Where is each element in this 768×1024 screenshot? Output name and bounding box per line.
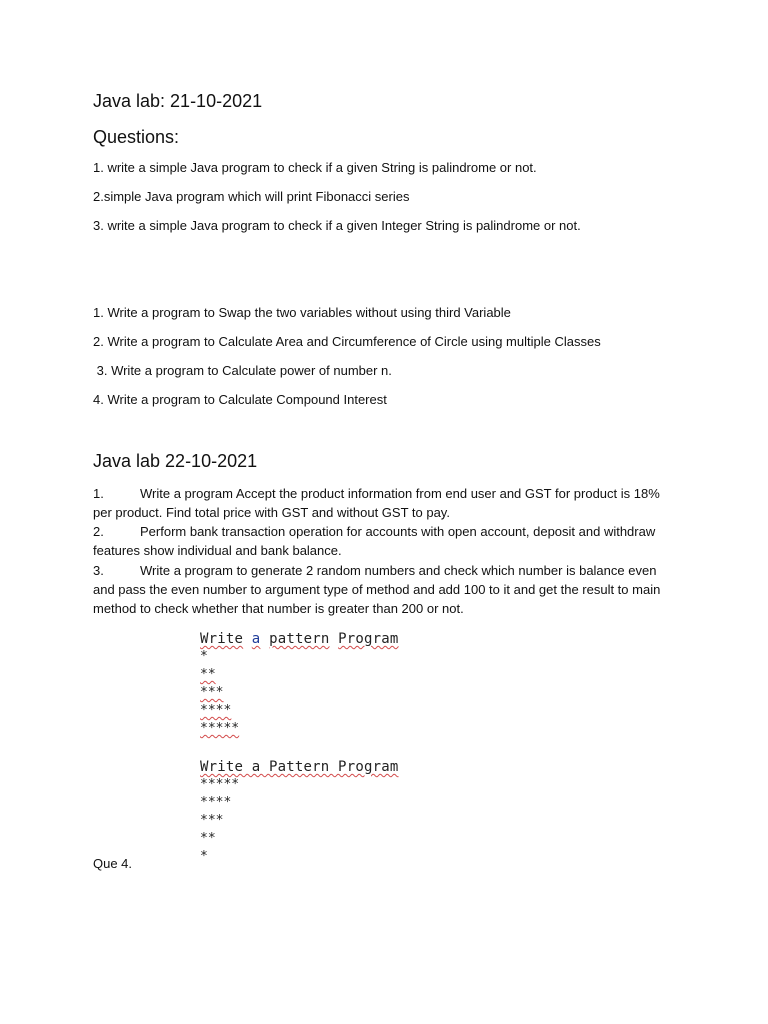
task-2: 2. Write a program to Calculate Area and Circumference of Circle using multiple Classes xyxy=(93,334,601,349)
title-word: Program xyxy=(338,631,399,647)
pattern-row: * xyxy=(200,649,208,664)
lab2-item-1 xyxy=(93,484,678,522)
question-1: 1. write a simple Java program to check if a given String is palindrome or not. xyxy=(93,160,537,175)
title-word: pattern xyxy=(269,631,330,647)
pattern-row: **** xyxy=(200,795,232,810)
question-2: 2.simple Java program which will print Fibonacci series xyxy=(93,189,410,204)
lab-heading-1: Java lab: 21-10-2021 xyxy=(93,91,263,111)
que-4-label: Que 4. xyxy=(93,856,133,871)
pattern-title-2: Write a Pattern Program xyxy=(200,759,399,775)
pattern-screenshot-1 xyxy=(200,630,414,738)
lab-heading-2: Java lab 22-10-2021 xyxy=(93,451,258,471)
questions-heading: Questions: xyxy=(93,127,180,147)
lab2-item-3 xyxy=(93,561,678,618)
question-3: 3. write a simple Java program to check if a given Integer String is palindrome or not. xyxy=(93,218,581,233)
item-number: 2. xyxy=(93,524,104,539)
item-text: Write a program to generate 2 random numbers and check which number is balance even and pass the even number to argument type of method and add 100 to it and get the result to main method to check whether that number is greater than 200 or not. xyxy=(93,563,661,616)
item-number: 1. xyxy=(93,486,104,501)
title-word: a xyxy=(251,631,261,647)
task-4: 4. Write a program to Calculate Compound Interest xyxy=(93,392,387,407)
pattern-row: **** xyxy=(200,703,232,718)
pattern-row: *** xyxy=(200,813,224,828)
pattern-row: ** xyxy=(200,667,216,682)
pattern-row: ** xyxy=(200,831,216,846)
pattern-row: * xyxy=(200,849,208,864)
pattern-row: ***** xyxy=(200,777,240,792)
pattern-screenshot-2 xyxy=(200,758,414,866)
pattern-row: *** xyxy=(200,685,224,700)
pattern-row: ***** xyxy=(200,721,240,736)
lab2-item-2 xyxy=(93,522,678,560)
pattern-title-1 xyxy=(200,630,414,648)
item-text: Write a program Accept the product information from end user and GST for product is 18% per product. Find total price with GST and without GST to pay. xyxy=(93,486,660,520)
item-text: Perform bank transaction operation for accounts with open account, deposit and withdraw features show individual and bank balance. xyxy=(93,524,656,558)
title-word: Write xyxy=(200,631,244,647)
task-1: 1. Write a program to Swap the two variables without using third Variable xyxy=(93,305,511,320)
item-number: 3. xyxy=(93,563,104,578)
task-3: 3. Write a program to Calculate power of number n. xyxy=(93,363,392,378)
